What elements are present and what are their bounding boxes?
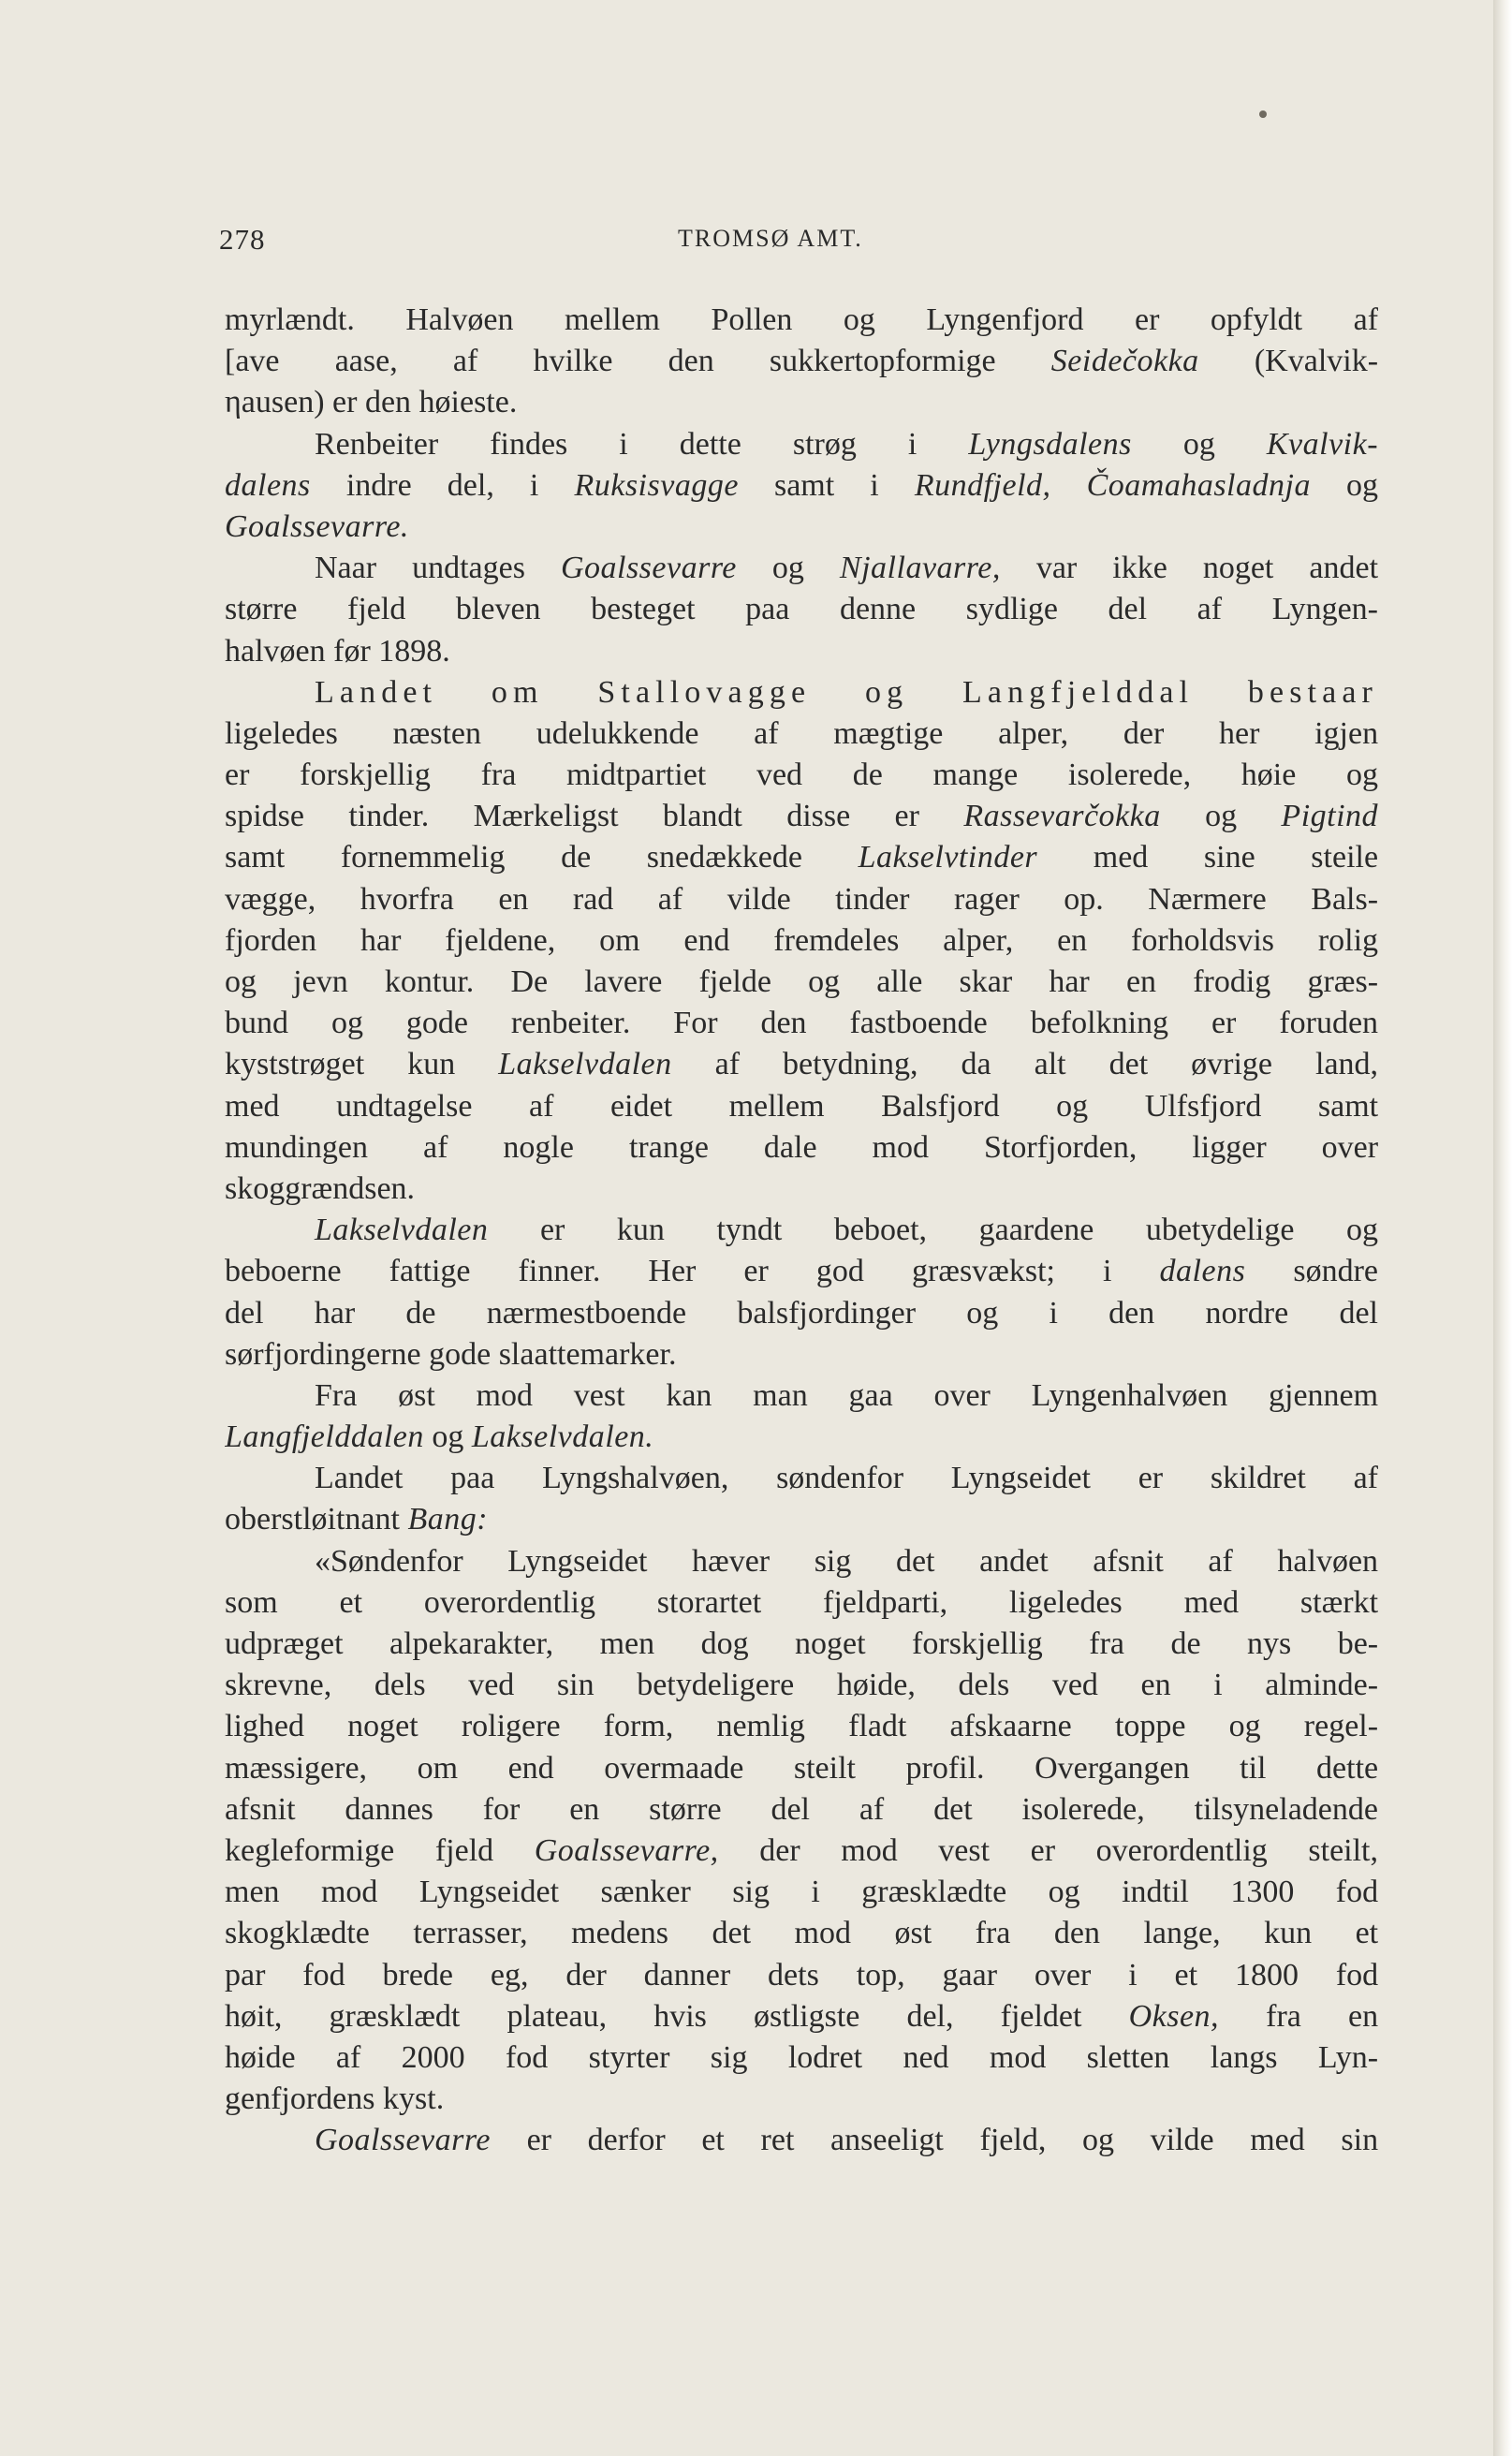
- text-line: del har de nærmestboende balsfjordinger og i den nordre del: [225, 1295, 1378, 1331]
- italic-term: Rundfjeld,: [914, 467, 1051, 503]
- text-line: halvøen før 1898.: [225, 633, 450, 669]
- italic-term: Langfjelddalen: [225, 1419, 424, 1455]
- italic-term: Pigtind: [1281, 799, 1378, 834]
- text-line: [225, 507, 1378, 548]
- italic-term: Lakselvdalen: [498, 1047, 672, 1082]
- italic-term: dalens: [225, 467, 311, 503]
- text-line: vægge, hvorfra en rad af vilde tinder rager op. Nærmere Bals-: [225, 881, 1378, 917]
- italic-term: Lyngsdalens: [968, 426, 1132, 462]
- text-line: men mod Lyngseidet sænker sig i græsklædte og indtil 1300 fod: [225, 1875, 1378, 1910]
- running-head: TROMSØ AMT.: [678, 225, 863, 252]
- italic-term: Njallavarre,: [839, 551, 1001, 586]
- text-line: høit, græsklædt plateau, hvis østligste del, fjeldet Oksen, fra en: [225, 1998, 1378, 2034]
- text-line: og jevn kontur. De lavere fjelde og alle skar har en frodig græs-: [225, 964, 1378, 999]
- italic-term: Goalssevarre: [315, 2123, 491, 2158]
- text-line: Goalssevarre er derfor et ret anseeligt fjeld, og vilde med sin: [315, 2123, 1378, 2158]
- text-line: mæssigere, om end overmaade steilt profil. Overgangen til dette: [225, 1750, 1378, 1786]
- italic-term: Goalssevarre: [560, 551, 737, 586]
- italic-term: Lakselvdalen: [315, 1213, 489, 1248]
- text-line: oberstløitnant Bang:: [225, 1502, 489, 1537]
- text-line: er forskjellig fra midtpartiet ved de mange isolerede, høie og: [225, 757, 1378, 793]
- text-line: Renbeiter findes i dette strøg i Lyngsdalens og Kvalvik-: [315, 426, 1378, 462]
- text-line: dalens indre del, i Ruksisvagge samt i Rundfjeld, Čoamahasladnja og: [225, 467, 1378, 503]
- text-line: Langfjelddalen og Lakselvdalen.: [225, 1419, 654, 1455]
- text-line: høide af 2000 fod styrter sig lodret ned mod sletten langs Lyn-: [225, 2039, 1378, 2075]
- text-line: samt fornemmelig de snedækkede Lakselvtinder med sine steile: [225, 840, 1378, 875]
- text-line: skogklædte terrasser, medens det mod øst fra den lange, kun et: [225, 1916, 1378, 1951]
- italic-term: Kvalvik-: [1266, 426, 1378, 462]
- text-line: spidse tinder. Mærkeligst blandt disse er Rassevarčokka og Pigtind: [225, 799, 1378, 834]
- text-line: bund og gode renbeiter. For den fastboende befolkning er foruden: [225, 1006, 1378, 1041]
- text-line: med undtagelse af eidet mellem Balsfjord og Ulfsfjord samt: [225, 1088, 1378, 1124]
- text-line: ligeledes næsten udelukkende af mægtige alper, der her igjen: [225, 715, 1378, 751]
- text-line: Landet paa Lyngshalvøen, søndenfor Lyngseidet er skildret af: [315, 1461, 1378, 1496]
- text-line: lighed noget roligere form, nemlig fladt afskaarne toppe og regel-: [225, 1709, 1378, 1744]
- italic-term: Čoamahasladnja: [1086, 467, 1311, 503]
- text-line: kegleformige fjeld Goalssevarre, der mod vest er overordentlig steilt,: [225, 1832, 1378, 1868]
- text-line: afsnit dannes for en større del af det isolerede, tilsyneladende: [225, 1791, 1378, 1827]
- italic-term: Ruksisvagge: [574, 467, 739, 503]
- italic-term: Goalssevarre,: [534, 1832, 719, 1868]
- italic-term: Oksen,: [1128, 1998, 1220, 2034]
- body-text: [225, 300, 1378, 2191]
- text-line: Fra øst mod vest kan man gaa over Lyngenhalvøen gjennem: [315, 1377, 1378, 1413]
- text-line: som et overordentlig storartet fjeldparti, ligeledes med stærkt: [225, 1584, 1378, 1620]
- text-line: mundingen af nogle trange dale mod Storfjorden, ligger over: [225, 1129, 1378, 1165]
- text-line: Naar undtages Goalssevarre og Njallavarre, var ikke noget andet: [315, 551, 1378, 586]
- text-line: myrlændt. Halvøen mellem Pollen og Lyngenfjord er opfyldt af: [225, 302, 1378, 337]
- text-line: udpræget alpekarakter, men dog noget forskjellig fra de nys be-: [225, 1626, 1378, 1661]
- text-line: sørfjordingerne gode slaattemarker.: [225, 1336, 677, 1372]
- italic-term: Bang:: [407, 1502, 489, 1537]
- text-line: «Søndenfor Lyngseidet hæver sig det andet afsnit af halvøen: [315, 1543, 1378, 1579]
- text-line: Lakselvdalen er kun tyndt beboet, gaardene ubetydelige og: [315, 1213, 1378, 1248]
- text-line: [ave aase, af hvilke den sukkertopformige Seidečokka (Kvalvik-: [225, 344, 1378, 379]
- text-line: større fjeld bleven besteget paa denne sydlige del af Lyngen-: [225, 592, 1378, 627]
- italic-term: Lakselvdalen.: [471, 1419, 654, 1455]
- italic-term: Lakselvtinder: [858, 840, 1038, 875]
- italic-term: Goalssevarre.: [225, 508, 409, 544]
- text-line: genfjordens kyst.: [225, 2081, 445, 2117]
- italic-term: Rassevarčokka: [963, 799, 1161, 834]
- page-edge: [1493, 0, 1512, 2456]
- text-line: beboerne fattige finner. Her er god græsvækst; i dalens søndre: [225, 1254, 1378, 1289]
- text-line: skoggrændsen.: [225, 1170, 416, 1206]
- text-line: Landet om Stallovagge og Langfjelddal bestaar: [315, 674, 1378, 710]
- paper-speck: [1259, 110, 1267, 118]
- text-line: skrevne, dels ved sin betydeligere høide, dels ved en i alminde-: [225, 1668, 1378, 1703]
- italic-term: dalens: [1159, 1254, 1246, 1289]
- page-number: 278: [219, 223, 266, 256]
- italic-term: Seidečokka: [1050, 344, 1199, 379]
- text-line: par fod brede eg, der danner dets top, gaar over i et 1800 fod: [225, 1957, 1378, 1993]
- page-header: [219, 223, 1380, 270]
- text-line: kyststrøget kun Lakselvdalen af betydning, da alt det øvrige land,: [225, 1047, 1378, 1082]
- text-line: fjorden har fjeldene, om end fremdeles alper, en forholdsvis rolig: [225, 922, 1378, 958]
- text-line: ηausen) er den høieste.: [225, 385, 518, 420]
